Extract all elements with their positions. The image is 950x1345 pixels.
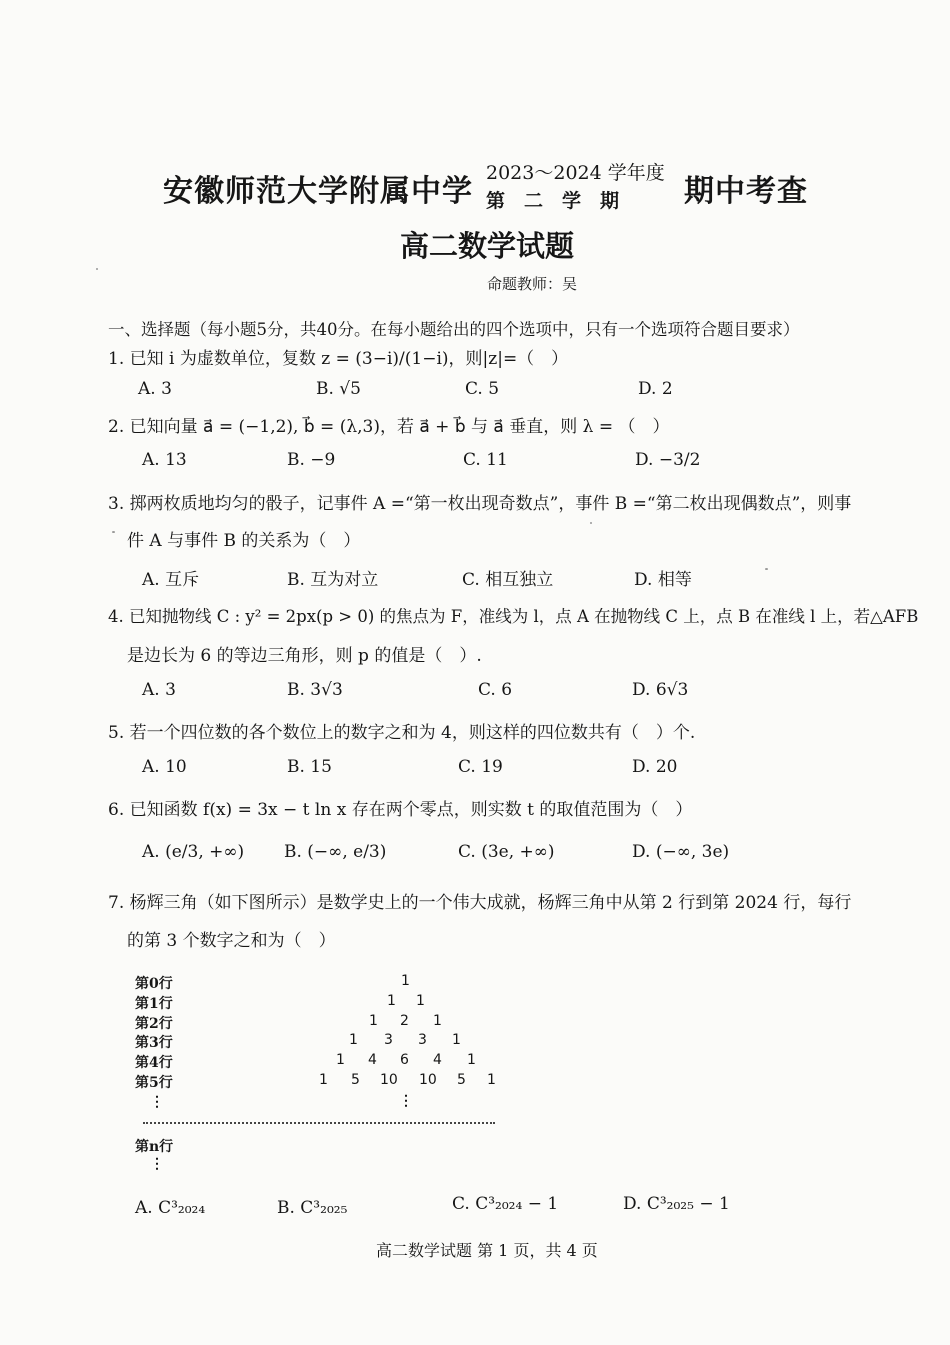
q5-option-b: B. 15 <box>287 757 332 777</box>
q6-option-d: D. (−∞, 3e) <box>632 842 730 862</box>
q4-option-a: A. 3 <box>142 680 176 700</box>
q6-option-a: A. (e/3, +∞) <box>142 842 245 862</box>
q6-option-b: B. (−∞, e/3) <box>284 842 387 862</box>
triangle-label-row1: 第1行 <box>135 996 173 1012</box>
scan-speck <box>765 568 768 570</box>
question-7-line2: 的第 3 个数字之和为（ ） <box>127 931 336 951</box>
triangle-cell: 1 <box>369 1013 378 1029</box>
q2-option-d: D. −3/2 <box>635 450 701 470</box>
q3-option-d: D. 相等 <box>634 570 692 590</box>
school-year: 2023～2024 学年度 <box>486 162 665 184</box>
q5-option-a: A. 10 <box>142 757 187 777</box>
triangle-cell: 1 <box>387 993 396 1009</box>
triangle-label-row0: 第0行 <box>135 976 173 992</box>
q1-option-d: D. 2 <box>638 379 673 399</box>
q1-option-a: A. 3 <box>138 379 172 399</box>
exam-type: 期中考查 <box>684 174 808 209</box>
triangle-cell: 4 <box>368 1052 377 1068</box>
question-5: 5. 若一个四位数的各个数位上的数字之和为 4，则这样的四位数共有（ ）个. <box>108 723 696 743</box>
q3-option-b: B. 互为对立 <box>287 570 379 590</box>
triangle-label-vdots1: ⋮ <box>150 1094 164 1110</box>
school-name: 安徽师范大学附属中学 <box>163 174 473 209</box>
q2-option-c: C. 11 <box>463 450 508 470</box>
triangle-cell: 1 <box>349 1032 358 1048</box>
scan-speck <box>112 531 115 533</box>
question-6: 6. 已知函数 f(x) = 3x − t ln x 存在两个零点，则实数 t 的取值范围为（ ） <box>108 800 693 820</box>
q7-option-c: C. C³₂₀₂₄ − 1 <box>452 1194 559 1214</box>
q7-option-d: D. C³₂₀₂₅ − 1 <box>623 1194 730 1214</box>
triangle-cell: 6 <box>400 1052 409 1068</box>
question-3-line1: 3. 掷两枚质地均匀的骰子，记事件 A =“第一枚出现奇数点”，事件 B =“第二枚出现偶数点”，则事 <box>108 494 852 514</box>
q5-option-c: C. 19 <box>458 757 503 777</box>
triangle-cell: 4 <box>433 1052 442 1068</box>
page-title: 高二数学试题 <box>400 229 575 263</box>
triangle-label-row3: 第3行 <box>135 1035 173 1051</box>
question-7-line1: 7. 杨辉三角（如下图所示）是数学史上的一个伟大成就，杨辉三角中从第 2 行到第 2024 行，每行 <box>108 893 852 913</box>
question-4-line1: 4. 已知抛物线 C : y² = 2px(p > 0) 的焦点为 F，准线为 l，点 A 在抛物线 C 上，点 B 在准线 l 上，若△AFB <box>108 607 919 626</box>
q5-option-d: D. 20 <box>632 757 678 777</box>
school-term: 第 二 学 期 <box>486 190 620 212</box>
triangle-cell: 3 <box>384 1032 393 1048</box>
triangle-label-row5: 第5行 <box>135 1075 173 1091</box>
q4-option-c: C. 6 <box>478 680 513 700</box>
q7-option-a: A. C³₂₀₂₄ <box>135 1198 206 1218</box>
question-2: 2. 已知向量 a⃗ = (−1,2), b⃗ = (λ,3)，若 a⃗ + b⃗ 与 a⃗ 垂直，则 λ = （ ） <box>108 417 670 437</box>
triangle-cell: 1 <box>416 993 425 1009</box>
triangle-cell: 1 <box>452 1032 461 1048</box>
scan-speck <box>96 268 98 270</box>
triangle-cell: 1 <box>487 1072 496 1088</box>
triangle-cell: 10 <box>419 1072 437 1088</box>
triangle-cell: 1 <box>336 1052 345 1068</box>
scan-speck <box>590 522 592 524</box>
triangle-cell: 1 <box>467 1052 476 1068</box>
triangle-cell: 5 <box>457 1072 466 1088</box>
q3-option-c: C. 相互独立 <box>462 570 554 590</box>
triangle-cell: 1 <box>401 973 410 989</box>
q2-option-a: A. 13 <box>142 450 187 470</box>
triangle-dotted-divider <box>143 1122 495 1124</box>
section-heading: 一、选择题（每小题5分，共40分。在每小题给出的四个选项中，只有一个选项符合题目要求） <box>108 320 800 339</box>
page-footer: 高二数学试题 第 1 页，共 4 页 <box>376 1241 598 1260</box>
teacher-line: 命题教师：吴 <box>487 275 578 293</box>
triangle-cell: 10 <box>380 1072 398 1088</box>
triangle-label-rown: 第n行 <box>135 1139 174 1155</box>
q4-option-b: B. 3√3 <box>287 680 343 700</box>
triangle-label-row2: 第2行 <box>135 1016 173 1032</box>
q6-option-c: C. (3e, +∞) <box>458 842 555 862</box>
triangle-cell: 3 <box>418 1032 427 1048</box>
question-3-line2: 件 A 与事件 B 的关系为（ ） <box>127 531 361 551</box>
triangle-cell: 5 <box>351 1072 360 1088</box>
triangle-cell: 2 <box>400 1013 409 1029</box>
triangle-cell: 1 <box>433 1013 442 1029</box>
q3-option-a: A. 互斥 <box>142 570 200 590</box>
q7-option-b: B. C³₂₀₂₅ <box>277 1198 348 1218</box>
question-4-line2: 是边长为 6 的等边三角形，则 p 的值是（ ）. <box>127 646 482 666</box>
q1-option-b: B. √5 <box>316 379 361 399</box>
triangle-label-vdots2: ⋮ <box>150 1156 164 1172</box>
triangle-label-row4: 第4行 <box>135 1055 173 1071</box>
q1-option-c: C. 5 <box>465 379 500 399</box>
triangle-cell: 1 <box>319 1072 328 1088</box>
q4-option-d: D. 6√3 <box>632 680 689 700</box>
triangle-vdots-center: ⋮ <box>399 1093 413 1109</box>
question-1: 1. 已知 i 为虚数单位，复数 z = (3−i)/(1−i)，则|z|=（ ） <box>108 349 569 369</box>
q2-option-b: B. −9 <box>287 450 336 470</box>
